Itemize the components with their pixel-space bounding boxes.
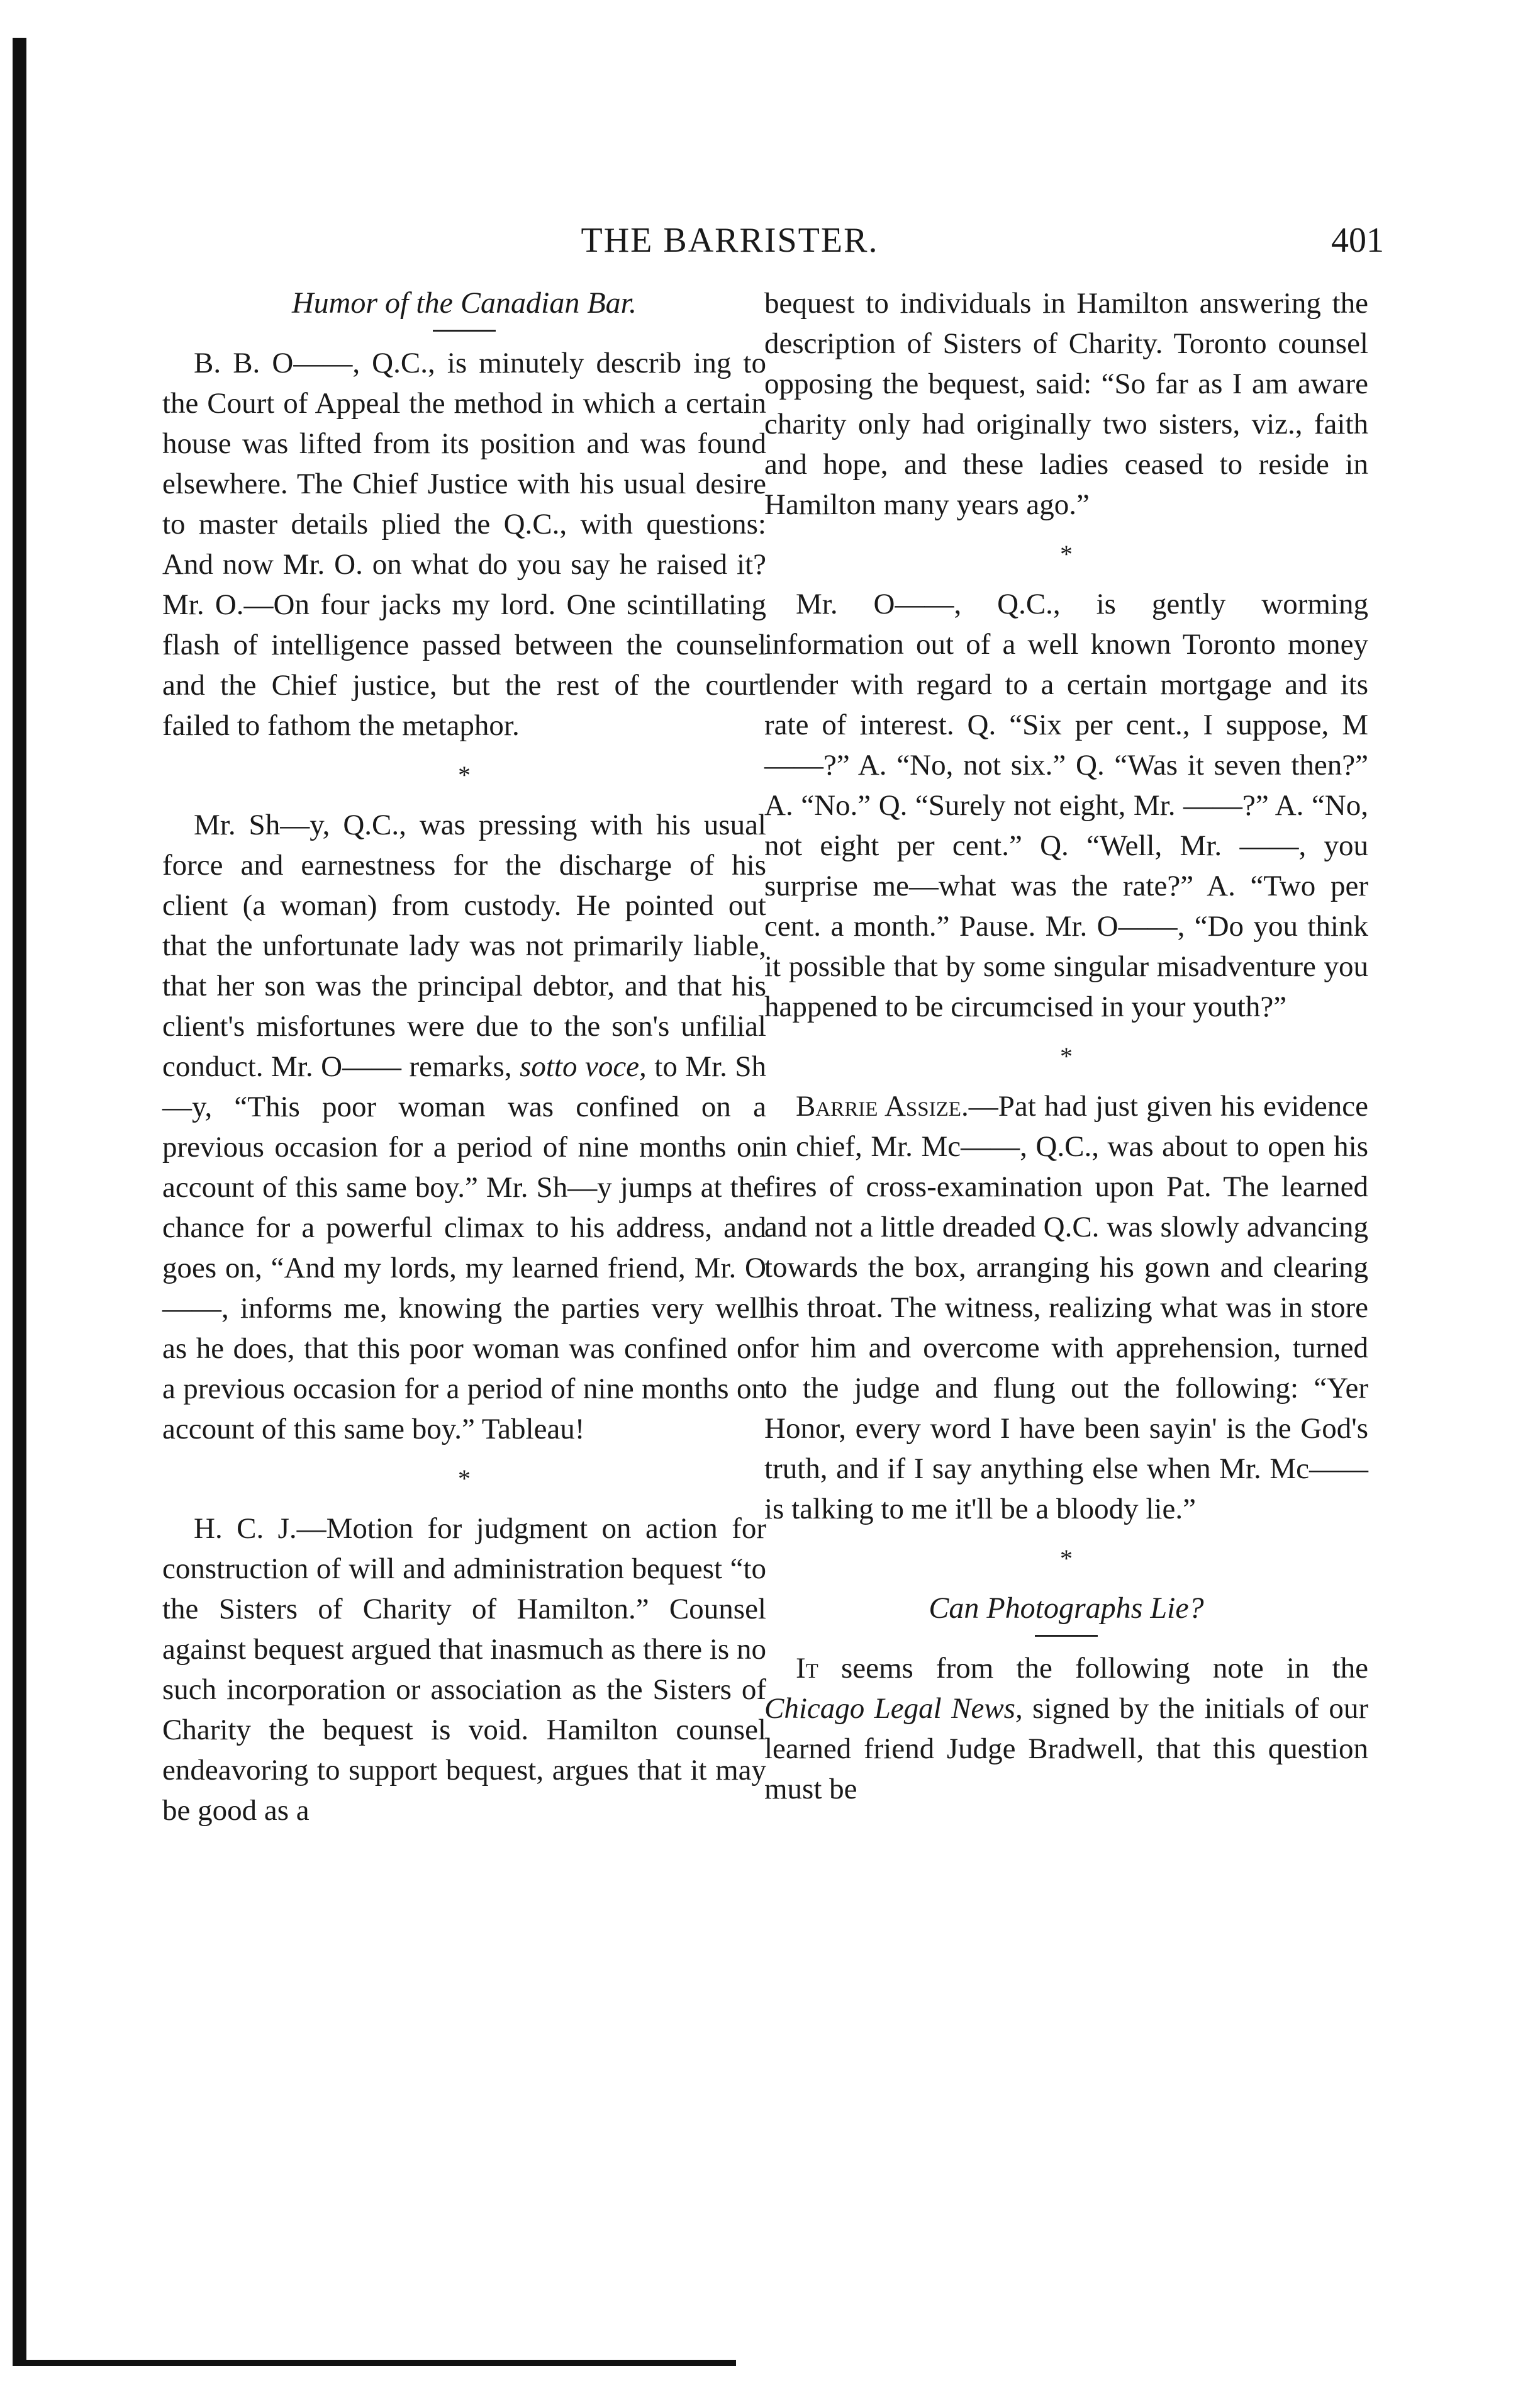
- anecdote-sisters-continued: bequest to individuals in Hamilton answering the description of Sisters of Charity. Toronto counsel opposing the bequest, said: “So far as I am aware charity only had originally two sisters, viz., faith and hope, and these ladies ceased to reside in Hamilton many years ago.”: [764, 287, 1368, 521]
- photographs-intro-initial: It: [796, 1652, 818, 1685]
- separator-star: *: [458, 761, 471, 789]
- photographs-intro-part1: seems from the following note in the: [840, 1652, 1368, 1685]
- right-column: [764, 283, 1368, 1809]
- anecdote-confined: [162, 805, 766, 1449]
- anecdote-barrie-assize: [764, 1086, 1368, 1529]
- anecdote-confined-part2: to Mr. Sh—y, “This poor woman was confined on a previous occasion for a period of nine months on account of this same boy.” Mr. Sh—y jumps at the chance for a powerful climax to his address, and goes on, “And my lords, my learned friend, Mr. O——, informs me, knowing the parties very well as he does, that this poor woman was confined on a previous occasion for a period of nine months on account of this same boy.” Tableau!: [162, 1050, 766, 1445]
- left-column: [162, 283, 766, 1831]
- anecdote-confined-part1: Mr. Sh—y, Q.C., was pressing with his usual force and earnestness for the discharge of his client (a woman) from custody. He pointed out that the unfortunate lady was not primarily liable, that her son was the principal debtor, and that his client's misfortunes were due to the son's unfilial conduct. Mr. O—— remarks,: [162, 809, 766, 1083]
- section-heading-humor: Humor of the Canadian Bar.: [291, 286, 637, 320]
- sotto-voce-italic: sotto voce,: [520, 1050, 647, 1083]
- separator-star: *: [1060, 1042, 1073, 1070]
- page-header: [75, 220, 1384, 264]
- heading-rule: [1035, 1635, 1098, 1637]
- barrie-assize-text: —Pat had just given his evidence in chief, Mr. Mc——, Q.C., was about to open his fires of cross-examination upon Pat. The learned and not a little dreaded Q.C. was slowly advancing towards the box, arranging his gown and clearing his throat. The witness, realizing what was in store for him and overcome with apprehension, turned to the judge and flung out the following: “Yer Honor, every word I have been sayin' is the God's truth, and if I say anything else when Mr. Mc—— is talking to me it'll be a bloody lie.”: [764, 1090, 1368, 1525]
- photographs-intro-part2: signed by the initials of our learned friend Judge Bradwell, that this question must be: [764, 1692, 1369, 1805]
- anecdote-money-lender: Mr. O——, Q.C., is gently worming information out of a well known Toronto money lender with regard to a certain mortgage and its rate of interest. Q. “Six per cent., I suppose, M——?” A. “No, not six.” Q. “Was it seven then?” A. “No.” Q. “Surely not eight, Mr. ——?” A. “No, not eight per cent.” Q. “Well, Mr. ——, you surprise me—what was the rate?” A. “Two per cent. a month.” Pause. Mr. O——, “Do you think it possible that by some singular misadventure you happened to be circumcised in your youth?”: [764, 588, 1368, 1023]
- heading-rule: [433, 330, 496, 332]
- separator-star: *: [458, 1464, 471, 1493]
- chicago-legal-news-italic: Chicago Legal News,: [764, 1692, 1023, 1725]
- anecdote-jacks: B. B. O——, Q.C., is minutely describ ing to the Court of Appeal the method in which a certain house was lifted from its position and was found elsewhere. The Chief Justice with his usual desire to master details plied the Q.C., with questions: And now Mr. O. on what do you say he raised it? Mr. O.—On four jacks my lord. One scintillating flash of intelligence passed between the counsel and the Chief justice, but the rest of the court failed to fathom the metaphor.: [162, 347, 766, 742]
- separator-star: *: [1060, 1544, 1073, 1573]
- separator-star: *: [1060, 540, 1073, 568]
- page-bottom-edge: [13, 2360, 736, 2366]
- running-title: THE BARRISTER.: [581, 221, 879, 260]
- anecdote-sisters-of-charity: H. C. J.—Motion for judgment on action for construction of will and administration bequest “to the Sisters of Charity of Hamilton.” Counsel against bequest argued that inasmuch as there is no such incorporation or association as the Sisters of Charity the bequest is void. Hamilton counsel endeavoring to support bequest, argues that it may be good as a: [162, 1512, 766, 1827]
- photographs-intro: [764, 1648, 1368, 1809]
- barrie-assize-label: Barrie Assize.: [796, 1090, 969, 1123]
- page-number: 401: [1331, 221, 1384, 260]
- section-heading-photographs: Can Photographs Lie?: [929, 1591, 1204, 1625]
- page-edge-shadow: [13, 38, 26, 2366]
